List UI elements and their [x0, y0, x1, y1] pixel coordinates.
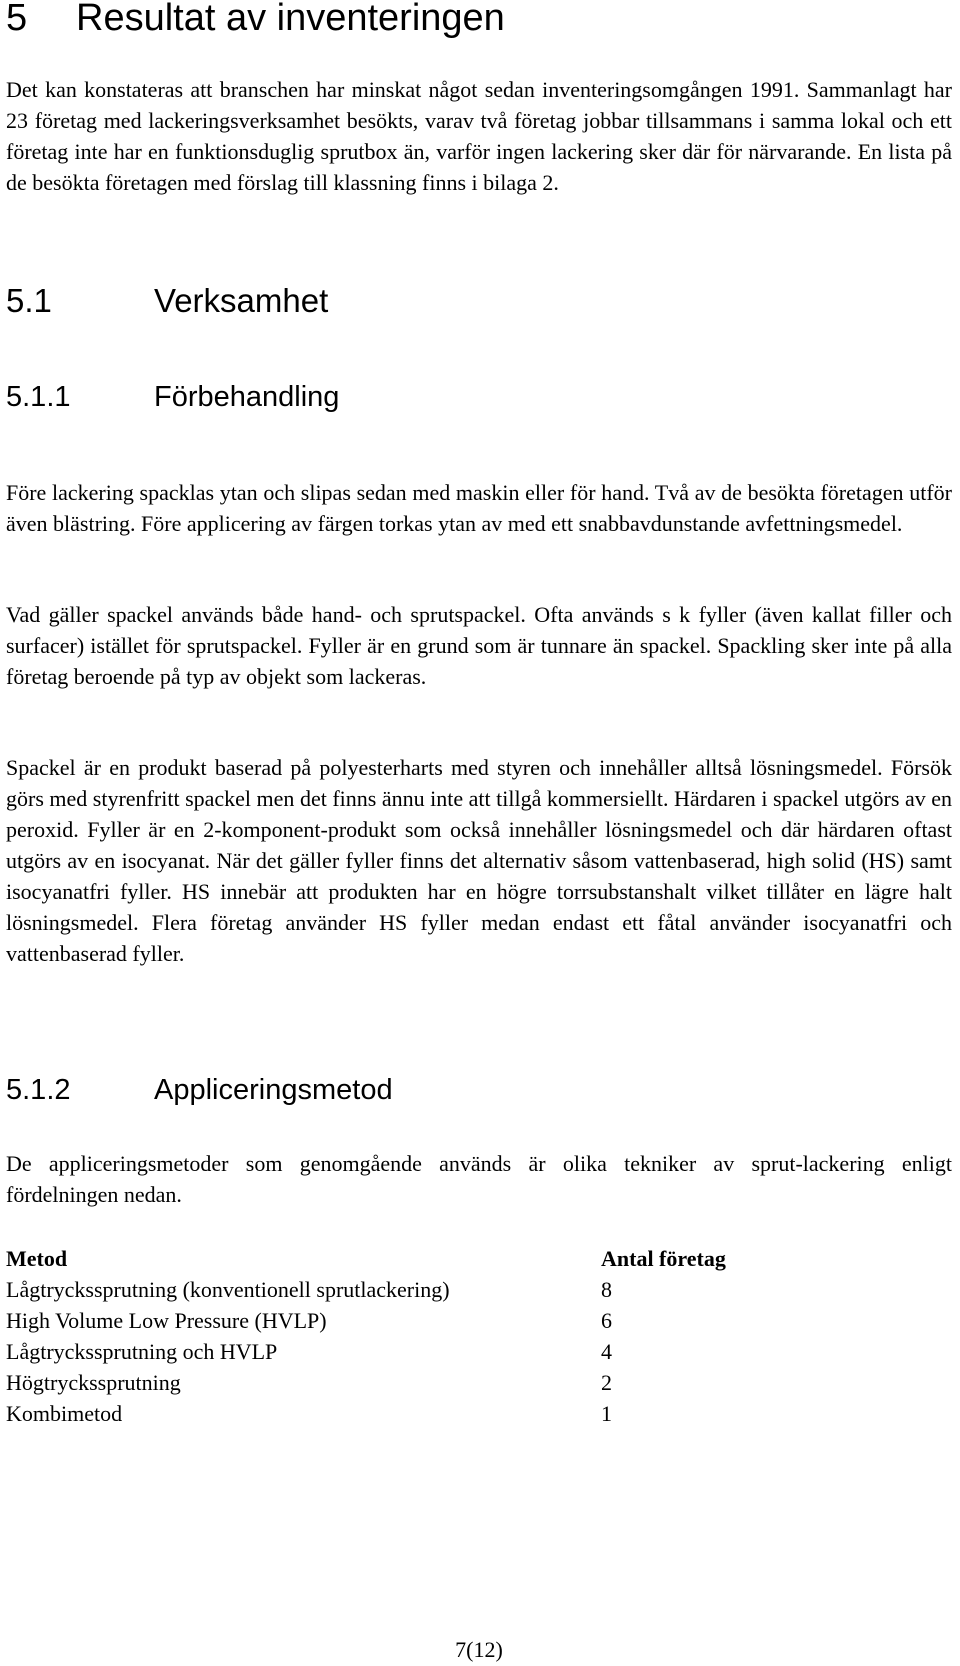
subsection-heading-5-1-2: [6, 1073, 393, 1107]
table-row: [6, 1305, 901, 1336]
paragraph-appliceringsmetod: De appliceringsmetoder som genomgående används är olika tekniker av sprut-lackering enligt fördelningen nedan.: [6, 1151, 952, 1207]
chapter-number: 5: [6, 0, 28, 39]
table-cell-method: Kombimetod: [6, 1401, 123, 1426]
table-row: [6, 1336, 901, 1367]
table-cell-count: 4: [601, 1339, 612, 1364]
paragraph-forbehandling-3: Spackel är en produkt baserad på polyesterharts med styren och innehåller alltså lösningsmedel. Försök görs med styrenfritt spackel men det finns ännu inte att tillgå kommersiellt. Härdaren i spackel utgörs av en peroxid. Fyller är en 2-komponent-produkt som också innehåller lösningsmedel och där härdaren oftast utgörs av en isocyanat. När det gäller fyller finns det alternativ såsom vattenbaserad, high solid (HS) samt isocyanatfri fyller. HS innebär att produkten har en högre torrsubstanshalt vilket tillåter en lägre halt lösningsmedel. Flera företag använder HS fyller medan endast ett fåtal använder isocyanatfri och vattenbaserad fyller.: [6, 755, 952, 966]
intro-paragraph: Det kan konstateras att branschen har minskat något sedan inventeringsomgången 1991. Sammanlagt har 23 företag med lackeringsverksamhet besökts, varav två företag jobbar tillsammans i samma lokal och ett företag inte har en funktionsduglig sprutbox än, varför ingen lackering sker där för närvarande. En lista på de besökta företagen med förslag till klassning finns i bilaga 2.: [6, 77, 952, 195]
paragraph-forbehandling-1: Före lackering spacklas ytan och slipas sedan med maskin eller för hand. Två av de besökta företagen utför även blästring. Före applicering av färgen torkas ytan av med ett snabbavdunstande avfettningsmedel.: [6, 480, 952, 536]
column-header-antal: Antal företag: [601, 1246, 726, 1271]
table-cell-count: 2: [601, 1370, 612, 1395]
table-cell-method: Högtryckssprutning: [6, 1370, 181, 1395]
table-row: [6, 1274, 901, 1305]
table-row: [6, 1398, 901, 1429]
table-row: [6, 1367, 901, 1398]
table-cell-method: Lågtryckssprutning och HVLP: [6, 1339, 278, 1364]
subsection-title: Förbehandling: [154, 381, 340, 413]
method-table: [6, 1243, 901, 1429]
subsection-title: Appliceringsmetod: [154, 1074, 393, 1106]
table-cell-count: 1: [601, 1401, 612, 1426]
table-cell-method: High Volume Low Pressure (HVLP): [6, 1308, 327, 1333]
subsection-heading-5-1-1: [6, 380, 339, 414]
chapter-heading: [6, 0, 505, 38]
paragraph-forbehandling-2: Vad gäller spackel används både hand- och sprutspackel. Ofta används s k fyller (även kallat filler och surfacer) istället för sprutspackel. Fyller är en grund som är tunnare än spackel. Spackling sker inte på alla företag beroende på typ av objekt som lackeras.: [6, 602, 952, 689]
table-cell-method: Lågtryckssprutning (konventionell sprutlackering): [6, 1277, 450, 1302]
subsection-number: 5.1.1: [6, 381, 71, 413]
table-cell-count: 6: [601, 1308, 612, 1333]
subsection-number: 5.1.2: [6, 1074, 71, 1106]
section-number: 5.1: [6, 282, 52, 319]
chapter-title: Resultat av inventeringen: [76, 0, 505, 39]
column-header-metod: Metod: [6, 1246, 68, 1271]
section-heading-5-1: [6, 282, 328, 320]
table-header-row: [6, 1243, 901, 1274]
page-number: 7(12): [455, 1637, 503, 1662]
section-title: Verksamhet: [154, 282, 329, 319]
table-cell-count: 8: [601, 1277, 612, 1302]
